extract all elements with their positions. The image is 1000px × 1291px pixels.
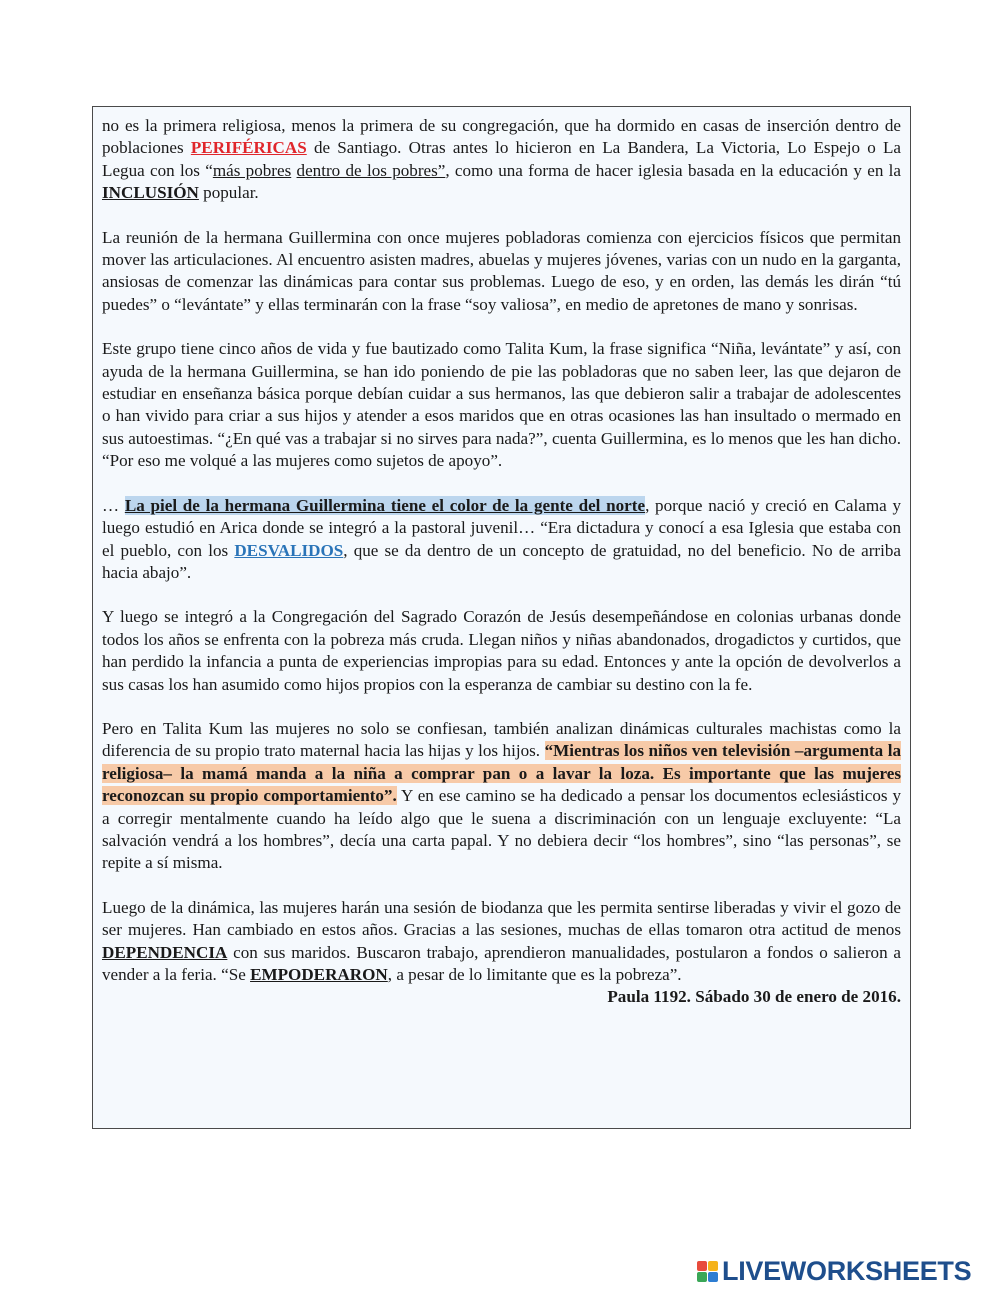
keyword-empoderaron: EMPODERARON bbox=[250, 965, 388, 984]
keyword-desvalidos: DESVALIDOS bbox=[234, 540, 344, 560]
article-box bbox=[92, 106, 911, 1129]
paragraph-1: no es la primera religiosa, menos la primera de su congregación, que ha dormido en casas de inserción dentro de poblaciones PERIFÉRICAS de Santiago. Otras antes lo hicieron en La Bandera, La Victoria, Lo Espejo o La Legua con los “más pobres dentro de los pobres”, como una forma de hacer iglesia basada en la educación y en la INCLUSIÓN popular. bbox=[102, 116, 902, 203]
underlined-phrase: más pobres bbox=[212, 160, 292, 180]
underlined-phrase: dentro de los pobres” bbox=[296, 160, 446, 180]
paragraph-7: Luego de la dinámica, las mujeres harán una sesión de biodanza que les permita sentirse liberadas y vivir el gozo de ser mujeres. Han cambiado en estos años. Gracias a las sesiones, muchas de ellas tomaron otra actitud de menos DEPENDENCIA con sus maridos. Buscaron trabajo, aprendieron manualidades, postularon a fondos o salieron a vender a la feria. “Se EMPODERARON, a pesar de lo limitante que es la pobreza”. bbox=[102, 897, 901, 984]
paragraph-5: Y luego se integró a la Congregación del Sagrado Corazón de Jesús desempeñándose en colonias urbanas donde todos los años se enfrenta con la pobreza más cruda. Llegan niños y niñas abandonados, drogadictos y curtidos, que han perdido la infancia a punta de experiencias impropias para su edad. Entonces y ante la opción de devolverlos a sus casas los han asumido como hijos propios con la esperanza de cambiar su destino con la fe. bbox=[102, 607, 901, 694]
highlighted-quote: “Mientras los niños ven televisión –argumenta la religiosa– la mamá manda a la niña a comprar pan o a lavar la loza. Es importante que las mujeres reconozcan su propio comportamiento”. bbox=[102, 741, 901, 806]
liveworksheets-logo[interactable] bbox=[697, 1256, 971, 1286]
logo-text: LIVEWORKSHEETS bbox=[722, 1255, 972, 1286]
signature-line: Paula 1192. Sábado 30 de enero de 2016. bbox=[607, 987, 901, 1007]
paragraph-2: La reunión de la hermana Guillermina con once mujeres pobladoras comienza con ejercicios físicos que permitan mover las articulaciones. Al encuentro asisten madres, abuelas y mujeres jóvenes, varias con un nudo en la garganta, ansiosas de comenzar las dinámicas para contar sus problemas. Luego de eso, y en orden, las demás les dirán “tú puedes” o “levántate” y ellas terminarán con la frase “soy valiosa”, en medio de apretones de mano y sonrisas. bbox=[102, 227, 901, 314]
paragraph-4: … La piel de la hermana Guillermina tiene el color de la gente del norte, porque nació y creció en Calama y luego estudió en Arica donde se integró a la pastoral juvenil… “Era dictadura y conocí a esa Iglesia que estaba con el pueblo, con los DESVALIDOS, que se da dentro de un concepto de gratuidad, no del beneficio. No de arriba hacia abajo”. bbox=[102, 495, 902, 582]
paragraph-6: Pero en Talita Kum las mujeres no solo se confiesan, también analizan dinámicas culturales machistas como la diferencia de su propio trato maternal hacia las hijas y los hijos. “Mientras los niños ven televisión –argumenta la religiosa– la mamá manda a la niña a comprar pan o a lavar la loza. Es importante que las mujeres reconozcan su propio comportamiento”. Y en ese camino se ha dedicado a pensar los documentos eclesiásticos y a corregir mentalmente cuando ha leído algo que le suena a discriminación con un lenguaje excluyente: “La salvación vendrá a los hombres”, decía una carta papal. Y no debiera decir “los hombres”, sino “las personas”, se repite a sí misma. bbox=[102, 718, 901, 873]
paragraph-3: Este grupo tiene cinco años de vida y fue bautizado como Talita Kum, la frase significa “Niña, levántate” y así, con ayuda de la hermana Guillermina, se han ido poniendo de pie las pobladoras que no saben leer, las que dejaron de estudiar en enseñanza básica porque debían cuidar a sus hermanos, las que debieron salir a trabajar de adolescentes o han vivido para criar a sus hijos y atender a esos maridos que en otras ocasiones las han insultado o mermado en sus autoestimas. “¿En qué vas a trabajar si no sirves para nada?”, cuenta Guillermina, es lo menos que les han dicho. “Por eso me volqué a las mujeres como sujetos de apoyo”. bbox=[102, 339, 901, 471]
keyword-perifericas: PERIFÉRICAS bbox=[190, 138, 307, 158]
keyword-inclusion: INCLUSIÓN bbox=[102, 183, 199, 203]
liveworksheets-logo-icon bbox=[697, 1261, 718, 1282]
keyword-dependencia: DEPENDENCIA bbox=[102, 942, 228, 962]
highlighted-sentence: La piel de la hermana Guillermina tiene el color de la gente del norte bbox=[124, 495, 646, 515]
